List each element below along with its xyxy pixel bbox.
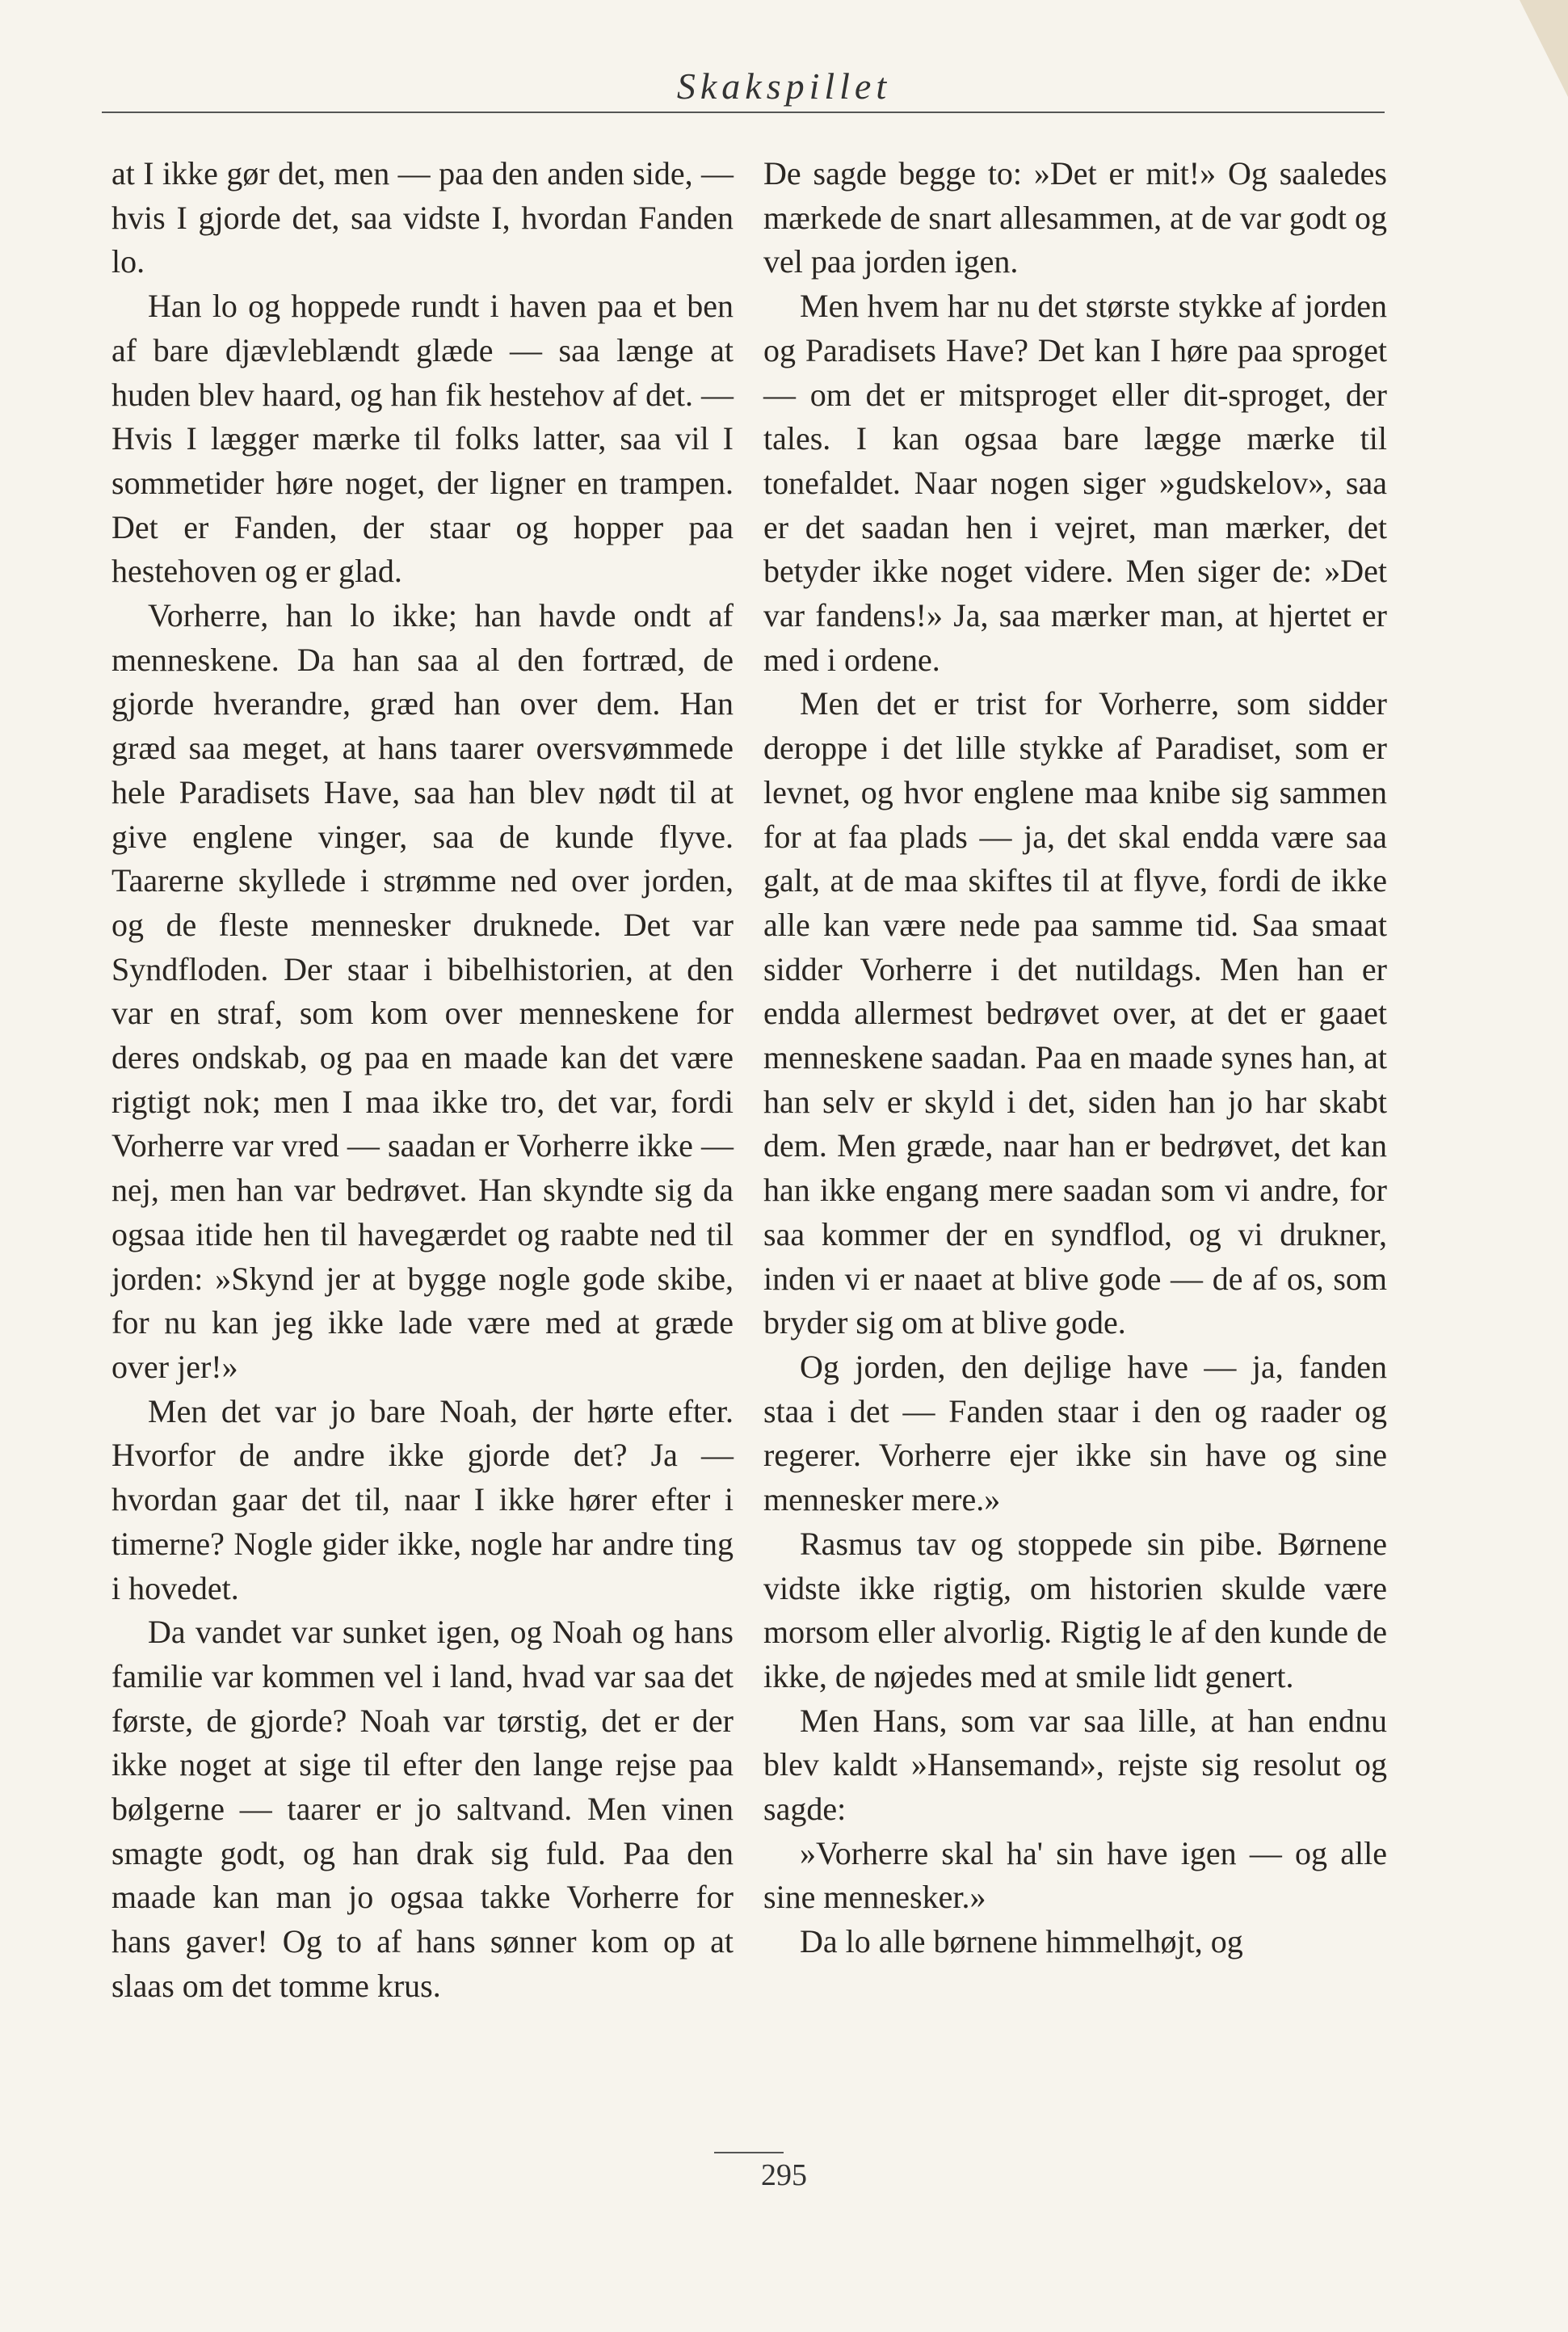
header-rule (102, 112, 1385, 113)
paragraph: Da lo alle børnene himmelhøjt, og (800, 1923, 1243, 1960)
paragraph: Men Hans, som var saa lille, at han endnu blev kaldt »Hansemand», rejste sig resolut og sagde: (763, 1702, 1387, 1828)
paragraph: De sagde begge to: »Det er mit!» Og saaledes mærkede de snart allesammen, at de var godt og vel paa jorden igen. (763, 155, 1387, 280)
paragraph: Men hvem har nu det største stykke af jorden og Paradisets Have? Det kan I høre paa sproget — om det er mitsproget eller dit-sproget, der tales. I kan ogsaa bare lægge mærke til tonefaldet. Naar nogen siger »gudskelov», saa er det saadan hen i vejret, man mærker, det betyder ikke noget videre. Men siger de: »Det var fandens!» Ja, saa mærker man, at hjertet er med i ordene. (763, 288, 1387, 678)
page-number: 295 (761, 2158, 807, 2192)
paragraph: Og jorden, den dejlige have — ja, fanden staa i det — Fanden staar i den og raader og regerer. Vorherre ejer ikke sin have og sine mennesker mere.» (763, 1348, 1387, 1518)
left-column (111, 152, 734, 2009)
paragraph: Men det var jo bare Noah, der hørte efter. Hvorfor de andre ikke gjorde det? Ja — hvordan gaar det til, naar I ikke hører efter i timerne? Nogle gider ikke, nogle har andre ting i hovedet. (111, 1392, 734, 1606)
paragraph: Han lo og hoppede rundt i haven paa et ben af bare djævleblændt glæde — saa længe at huden blev haard, og han fik hestehov af det. — Hvis I lægger mærke til folks latter, saa vil I sommetider høre noget, der ligner en trampen. Det er Fanden, der staar og hopper paa hestehoven og er glad. (111, 288, 734, 590)
paragraph: »Vorherre skal ha' sin have igen — og alle sine mennesker.» (763, 1834, 1387, 1916)
paragraph: Vorherre, han lo ikke; han havde ondt af menneskene. Da han saa al den fortræd, de gjorde hverandre, græd han over dem. Han græd saa meget, at hans taarer oversvømmede hele Paradisets Have, saa han blev nødt til at give englene vinger, saa de kunde flyve. Taarerne skyllede i strømme ned over jorden, og de fleste mennesker druknede. Det var Syndfloden. Der staar i bibelhistorien, at den var en straf, som kom over menneskene for deres ondskab, og paa en maade kan det være rigtigt nok; men I maa ikke tro, det var, fordi Vorherre var vred — saadan er Vorherre ikke — nej, men han var bedrøvet. Han skyndte sig da ogsaa itide hen til havegærdet og raabte ned til jorden: »Skynd jer at bygge nogle gode skibe, for nu kan jeg ikke lade være med at græde over jer!» (111, 597, 734, 1385)
right-column (763, 152, 1387, 1964)
folio-rule (714, 2152, 784, 2153)
paragraph: Men det er trist for Vorherre, som sidder deroppe i det lille stykke af Paradiset, som er levnet, og hvor englene maa knibe sig sammen for at faa plads — ja, det skal endda være saa galt, at de maa skiftes til at flyve, fordi de ikke alle kan være nede paa samme tid. Saa smaat sidder Vorherre i det nutildags. Men han er endda allermest bedrøvet over, at det er gaaet menneskene saadan. Paa en maade synes han, at han selv er skyld i det, siden han jo har skabt dem. Men græde, naar han er bedrøvet, det kan han ikke engang mere saadan som vi andre, for saa kommer der en syndflod, og vi drukner, inden vi er naaet at blive gode — de af os, som bryder sig om at blive gode. (763, 685, 1387, 1341)
paragraph: at I ikke gør det, men — paa den anden side, — hvis I gjorde det, saa vidste I, hvordan Fanden lo. (111, 155, 734, 280)
paragraph: Rasmus tav og stoppede sin pibe. Børnene vidste ikke rigtig, om historien skulde være morsom eller alvorlig. Rigtig le af den kunde de ikke, de nøjedes med at smile lidt genert. (763, 1525, 1387, 1694)
running-title: Skakspillet (676, 65, 892, 107)
paragraph: Da vandet var sunket igen, og Noah og hans familie var kommen vel i land, hvad var saa det første, de gjorde? Noah var tørstig, det er der ikke noget at sige til efter den lange rejse paa bølgerne — taarer er jo saltvand. Men vinen smagte godt, og han drak sig fuld. Paa den maade kan man jo ogsaa takke Vorherre for hans gaver! Og to af hans sønner kom op at slaas om det tomme krus. (111, 1614, 734, 2004)
